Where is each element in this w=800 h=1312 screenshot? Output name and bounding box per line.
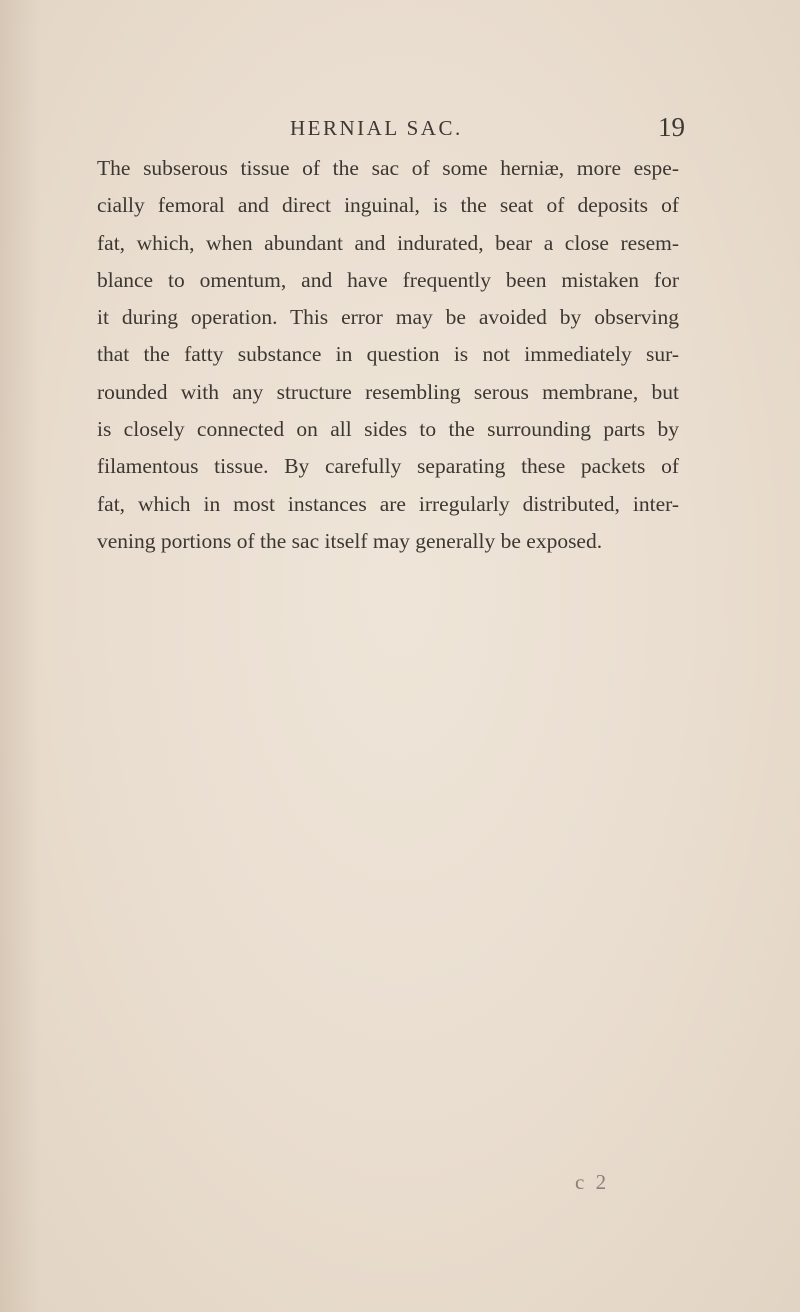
text-line: The subserous tissue of the sac of some herniæ, more espe-	[97, 156, 679, 180]
text-line: it during operation. This error may be avoided by observing	[97, 305, 679, 330]
page-edge-shadow	[0, 0, 40, 1312]
text-line: rounded with any structure resembling serous membrane, but	[97, 379, 679, 404]
text-line: cially femoral and direct inguinal, is the seat of deposits of	[97, 193, 679, 218]
signature-mark: c 2	[575, 1170, 610, 1194]
text-line: fat, which, when abundant and indurated, bear a close resem-	[97, 230, 679, 255]
text-line: that the fatty substance in question is not immediately sur-	[97, 342, 679, 367]
text-line: is closely connected on all sides to the surrounding parts by	[97, 417, 679, 442]
body-paragraph	[97, 150, 679, 560]
text-line: vening portions of the sac itself may generally be exposed.	[97, 528, 603, 553]
text-line: blance to omentum, and have frequently been mistaken for	[97, 267, 679, 292]
running-head	[290, 112, 685, 146]
text-line: filamentous tissue. By carefully separating these packets of	[97, 454, 679, 479]
page-number: 19	[658, 112, 685, 142]
text-line: fat, which in most instances are irregularly distributed, inter-	[97, 491, 679, 516]
running-title: HERNIAL SAC.	[290, 116, 463, 140]
